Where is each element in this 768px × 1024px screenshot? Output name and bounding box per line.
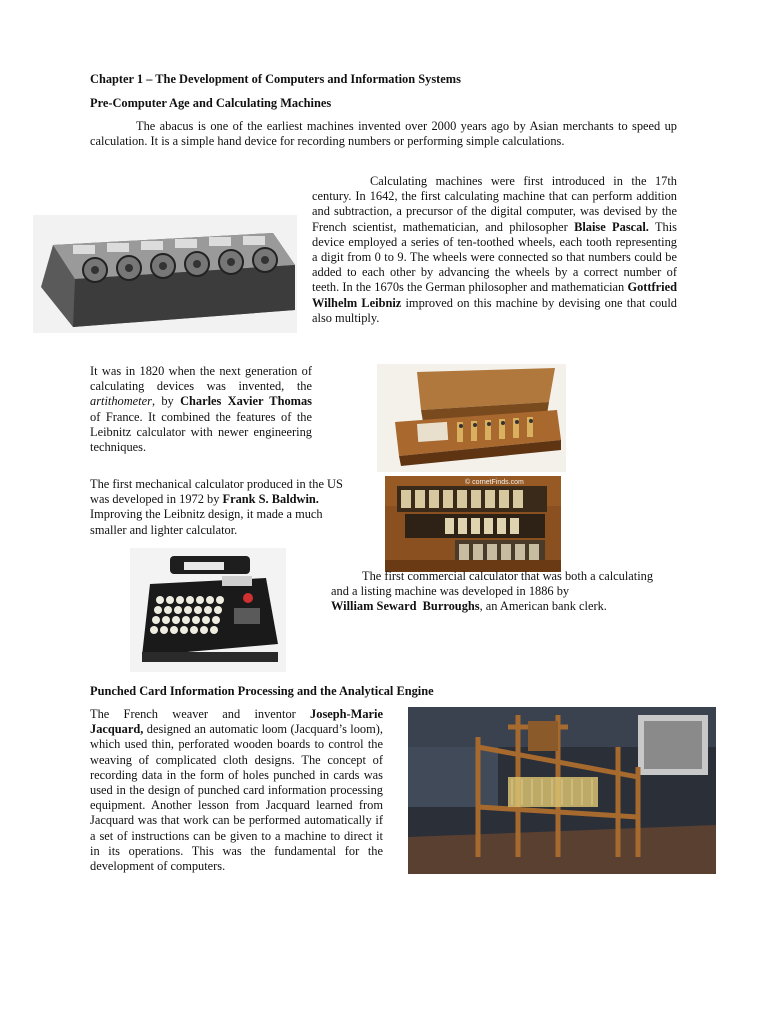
baldwin-text-1: The first mechanical calculator produced in the US was developed in 1972 by (90, 477, 343, 507)
burroughs-paragraph (331, 569, 671, 615)
burroughs-machine-image (130, 548, 286, 672)
baldwin-paragraph (90, 477, 360, 538)
burroughs-name: William Seward Burroughs (331, 599, 480, 614)
baldwin-calculator-image (385, 476, 561, 572)
thomas-name: Charles Xavier Thomas (180, 394, 312, 409)
section-title-pre-computer: Pre-Computer Age and Calculating Machines (90, 96, 332, 110)
thomas-text-2: , by (151, 394, 181, 409)
jacquard-text-2: designed an automatic loom (Jacquard’s loom), which used thin, perforated wooden boards to control the weaving of complicated cloth designs. The concept of recording data in the form of holes punched in cards was used in the design of punched card information processing equipment. Another lesson from Jacquard learned from Jacquard was that work can be performed automatically if a set of instructions can be given to a machine to direct it in its operations. This was the fundamental for the development of computers. (90, 722, 383, 874)
pascal-paragraph (312, 174, 677, 326)
jacquard-loom-image (408, 707, 716, 874)
thomas-text-3: of France. It combined the features of the Leibnitz calculator with newer engineering techniques. (90, 409, 312, 455)
watermark-text: © cornetFinds.com (465, 479, 524, 486)
leibniz-name: Gottfried Wilhelm Leibniz (312, 280, 677, 310)
burroughs-text-2: , an American bank clerk. (479, 599, 607, 614)
thomas-text-1: It was in 1820 when the next generation of calculating devices was invented, the (90, 364, 312, 394)
chapter-title: Chapter 1 – The Development of Computers and Information Systems (90, 72, 461, 86)
thomas-paragraph (90, 364, 312, 455)
jacquard-paragraph (90, 707, 383, 874)
abacus-paragraph: The abacus is one of the earliest machines invented over 2000 years ago by Asian merchants to speed up calculation. It is a simple hand device for recording numbers or performing simple calculations. (90, 119, 677, 149)
pascal-text-2: This device employed a series of ten-toothed wheels, each tooth representing a digit from 0 to 9. The wheels were connected so that numbers could be added to each other by advancing the wheels by a correct number of teeth. In the 1670s the German philosopher and mathematician (312, 219, 677, 295)
pascal-text-1: Calculating machines were first introduced in the 17th century. In 1642, the first calculating machine that can perform addition and subtraction, a precursor of the digital computer, was devised by the French scientist, mathematician, and philosopher (312, 174, 677, 234)
arithmometer-image (377, 364, 566, 472)
pascaline-image (33, 215, 297, 333)
burroughs-text-1: The first commercial calculator that was both a calculating and a listing machine was developed in 1886 by (331, 569, 654, 599)
jacquard-text-1: The French weaver and inventor (90, 707, 311, 721)
arithmometer-term: artithometer (90, 394, 152, 409)
section-title-punched-card: Punched Card Information Processing and the Analytical Engine (90, 684, 434, 698)
pascal-text-3: improved on this machine by devising one that could also multiply. (312, 295, 677, 325)
baldwin-text-2: Improving the Leibnitz design, it made a much smaller and lighter calculator. (90, 507, 323, 537)
blaise-pascal-name: Blaise Pascal. (574, 219, 649, 234)
baldwin-name: Frank S. Baldwin. (222, 492, 319, 507)
jacquard-name: Joseph-Marie Jacquard, (90, 707, 383, 737)
